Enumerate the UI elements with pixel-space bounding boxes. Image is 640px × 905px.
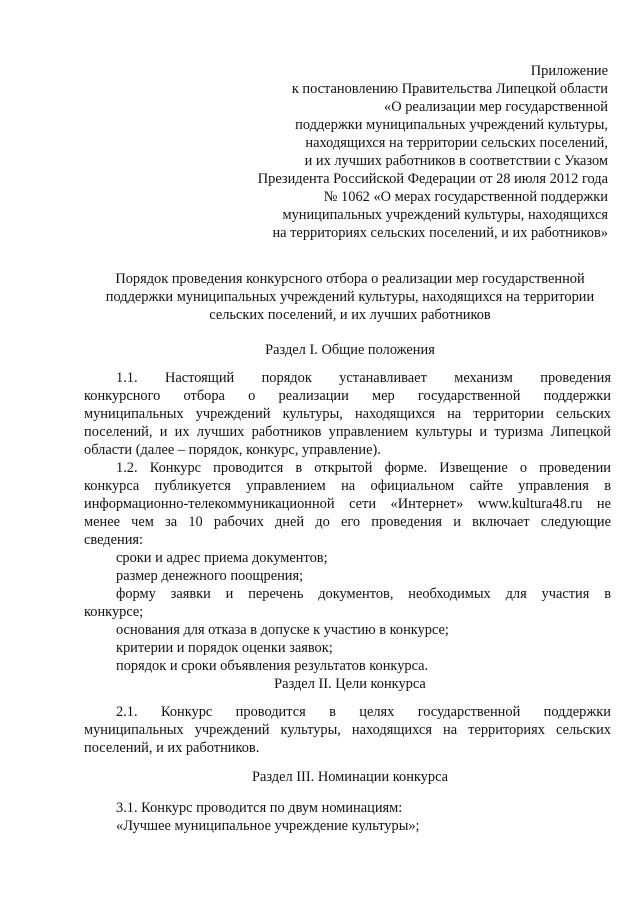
list-item: сроки и адрес приема документов; <box>116 550 328 566</box>
appendix-header-line: на территориях сельских поселений, и их работников» <box>272 225 608 241</box>
paragraph-1-2 <box>84 459 611 549</box>
appendix-header-line: № 1062 «О мерах государственной поддержки <box>323 189 608 205</box>
paragraph-line: 2.1. Конкурс проводится в целях государственной поддержки <box>116 704 611 720</box>
section-1-heading: Раздел I. Общие положения <box>265 342 435 358</box>
appendix-header-line: «О реализации мер государственной <box>384 99 608 115</box>
document-title <box>84 270 616 324</box>
notice-contents-list <box>84 549 611 675</box>
nomination-item: «Лучшее муниципальное учреждение культуры»; <box>116 818 420 834</box>
paragraph-line: конкурсного отбора о реализации мер государственной поддержки <box>84 388 611 404</box>
section-3-body <box>84 799 611 835</box>
appendix-header-line: к постановлению Правительства Липецкой области <box>291 81 608 97</box>
paragraph-line: муниципальных учреждений культуры, находящихся на территории сельских <box>84 406 611 422</box>
section-2-body <box>84 703 611 757</box>
list-item: критерии и порядок оценки заявок; <box>116 640 333 656</box>
appendix-header-line: поддержки муниципальных учреждений культуры, <box>295 117 608 133</box>
section-heading <box>84 675 616 693</box>
paragraph-line: поселений, и их работников. <box>84 740 260 756</box>
appendix-header-line: Приложение <box>530 63 608 79</box>
appendix-header-line: Президента Российской Федерации от 28 июля 2012 года <box>257 171 608 187</box>
paragraph-line: области (далее – порядок, конкурс, управление). <box>84 442 381 458</box>
paragraph-line: сведения: <box>84 532 144 548</box>
paragraph-line: информационно-телекоммуникационной сети «Интернет» www.kultura48.ru не <box>84 496 611 512</box>
paragraph-line: конкурса публикуется управлением на официальном сайте управления в <box>84 478 611 494</box>
document-title-line: Порядок проведения конкурсного отбора о реализации мер государственной <box>115 271 585 287</box>
section-1-body <box>84 369 611 675</box>
paragraph-1-1 <box>84 369 611 459</box>
paragraph-line: муниципальных учреждений культуры, находящихся на территориях сельских <box>84 722 611 738</box>
paragraph-line: 3.1. Конкурс проводится по двум номинациям: <box>116 800 403 816</box>
list-item: основания для отказа в допуске к участию в конкурсе; <box>116 622 449 638</box>
section-2-heading: Раздел II. Цели конкурса <box>274 676 426 692</box>
list-item: размер денежного поощрения; <box>116 568 304 584</box>
list-item: порядок и сроки объявления результатов конкурса. <box>116 658 429 674</box>
section-3-heading: Раздел III. Номинации конкурса <box>251 769 449 785</box>
list-item: форму заявки и перечень документов, необходимых для участия в <box>116 586 611 602</box>
section-heading <box>84 768 616 786</box>
document-title-line: поддержки муниципальных учреждений культуры, находящихся на территории <box>105 289 595 305</box>
document-title-line: сельских поселений, и их лучших работников <box>209 307 491 323</box>
appendix-header <box>150 62 608 242</box>
appendix-header-line: и их лучших работников в соответствии с Указом <box>304 153 608 169</box>
paragraph-line: 1.2. Конкурс проводится в открытой форме. Извещение о проведении <box>116 460 611 476</box>
appendix-header-line: находящихся на территории сельских поселений, <box>305 135 608 151</box>
paragraph-line: 1.1. Настоящий порядок устанавливает механизм проведения <box>116 370 611 386</box>
paragraph-line: менее чем за 10 рабочих дней до его проведения и включает следующие <box>84 514 611 530</box>
paragraph-line: поселений, и их лучших работников управлением культуры и туризма Липецкой <box>84 424 611 440</box>
list-item: конкурсе; <box>84 604 144 620</box>
section-heading <box>84 341 616 359</box>
appendix-header-line: муниципальных учреждений культуры, находящихся <box>282 207 608 223</box>
